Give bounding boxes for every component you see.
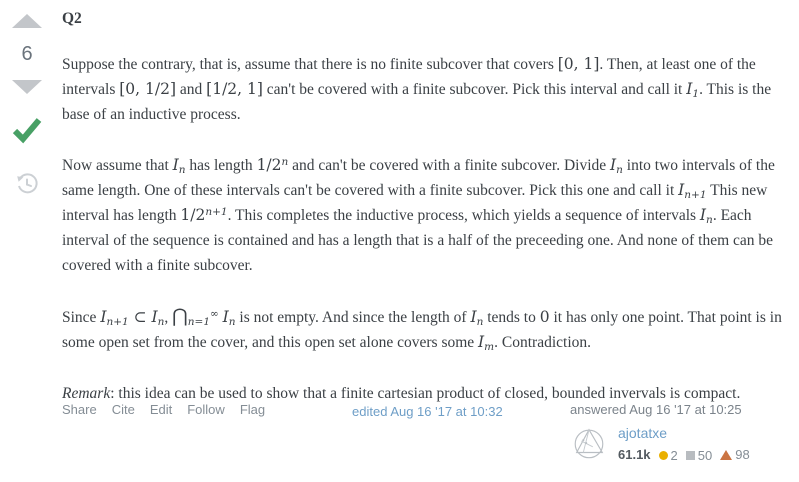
accepted-answer-indicator[interactable] <box>12 116 42 149</box>
username-link[interactable]: ajotatxe <box>618 425 668 441</box>
math-inline: $1/2^{n+1}$ <box>180 205 228 224</box>
answer-action-links <box>62 402 265 417</box>
text-run: . This completes the inductive process, which yields a sequence of intervals <box>227 207 700 224</box>
action-flag-link[interactable]: Flag <box>239 402 266 417</box>
action-cite-link[interactable]: Cite <box>111 402 135 417</box>
text-run: and <box>176 81 207 98</box>
math-inline: 1/2$^n$ <box>256 155 289 174</box>
text-run: Suppose the contrary, that is, assume that there is no finite subcover that covers <box>62 56 558 73</box>
bronze-badge-icon <box>720 450 732 460</box>
answered-timestamp: answered Aug 16 '17 at 10:25 <box>570 402 742 417</box>
user-card <box>570 424 770 463</box>
math-inline: $I_n$ <box>172 156 186 177</box>
text-run: Since <box>62 309 101 326</box>
math-inline: $I_m$ <box>478 333 495 354</box>
text-run: and can't be covered with a finite subcover. Divide <box>288 157 611 174</box>
answer-paragraph <box>62 52 799 127</box>
action-share-link[interactable]: Share <box>62 402 97 417</box>
reputation-score: 61.1k <box>618 447 651 463</box>
text-run: : this idea can be used to show that a finite cartesian product of closed, bounded invervals is compact. <box>110 385 741 402</box>
answer-paragraph <box>62 153 799 278</box>
answer-content <box>62 8 799 432</box>
text-run: has length <box>185 157 257 174</box>
text-run: Now assume that <box>62 157 173 174</box>
gold-badge-icon <box>659 451 668 460</box>
text-run: tends to <box>483 309 540 326</box>
badge-list <box>651 447 750 463</box>
text-run: into two intervals of the same length. One of these intervals can't be covered with a finite subcover. Pick this one and call it <box>62 157 775 199</box>
math-inline: $I_n$ <box>699 206 713 227</box>
bronze-badge-count: 98 <box>735 447 750 462</box>
text-run: . This is the base of an inductive process. <box>62 81 772 123</box>
math-inline: ⊂ <box>128 308 152 326</box>
silver-badge <box>686 448 712 463</box>
math-inline: [1/2, 1] <box>206 80 263 98</box>
text-run: . Each interval of the sequence is contained and has a length that is a half of the preceeding one. And none of them can be covered with a finite subcover. <box>62 207 774 274</box>
text-run: is not empty. And since the length of <box>235 309 471 326</box>
text-run: . Then, at least one of the intervals <box>62 56 756 98</box>
history-clock-icon <box>16 173 38 195</box>
math-inline: 0 <box>539 308 550 326</box>
math-inline: $I_n$ <box>151 308 165 329</box>
answer-paragraph <box>62 304 799 355</box>
math-inline: $I_n$ <box>222 308 236 329</box>
math-inline: [0, 1] <box>557 55 600 73</box>
answer-attribution <box>570 402 770 463</box>
math-inline: [0, 1/2] <box>119 80 177 98</box>
reputation-row <box>618 447 750 463</box>
action-follow-link[interactable]: Follow <box>187 402 225 417</box>
math-inline: $I_{n+1}$ <box>100 308 129 329</box>
downvote-button[interactable] <box>10 78 44 96</box>
user-info <box>618 424 750 463</box>
math-inline: $⋂_{n=1}^\infty$ <box>172 305 219 329</box>
math-inline: $I_n$ <box>610 156 623 177</box>
silver-badge-icon <box>686 451 695 460</box>
text-run: This new interval has length <box>62 182 768 224</box>
gold-badge <box>659 448 678 463</box>
math-inline: $I_{n+1}$ <box>678 181 707 202</box>
bronze-badge <box>720 447 749 462</box>
text-run: Remark <box>62 385 111 402</box>
vote-column <box>6 12 48 200</box>
silver-badge-count: 50 <box>697 447 713 463</box>
edited-timestamp-link[interactable]: edited Aug 16 '17 at 10:32 <box>352 404 503 419</box>
text-run: can't be covered with a finite subcover. Pick this interval and call it <box>262 81 687 98</box>
upvote-button[interactable] <box>10 12 44 30</box>
answer-body <box>62 52 799 406</box>
revision-history-button[interactable] <box>16 173 38 200</box>
accepted-check-icon <box>12 116 42 144</box>
text-run: , <box>164 309 173 326</box>
action-edit-link[interactable]: Edit <box>149 402 173 417</box>
user-avatar[interactable] <box>570 424 608 462</box>
answer-heading: Q2 <box>62 10 82 27</box>
text-run: . Contradiction. <box>494 334 592 351</box>
vote-count: 6 <box>21 43 33 65</box>
math-inline: $I_1$ <box>686 80 700 101</box>
text-run: it has only one point. That point is in some open set from the cover, and this open set alone covers some <box>62 309 782 351</box>
math-inline: $I_n$ <box>470 308 484 329</box>
gold-badge-count: 2 <box>670 447 678 463</box>
